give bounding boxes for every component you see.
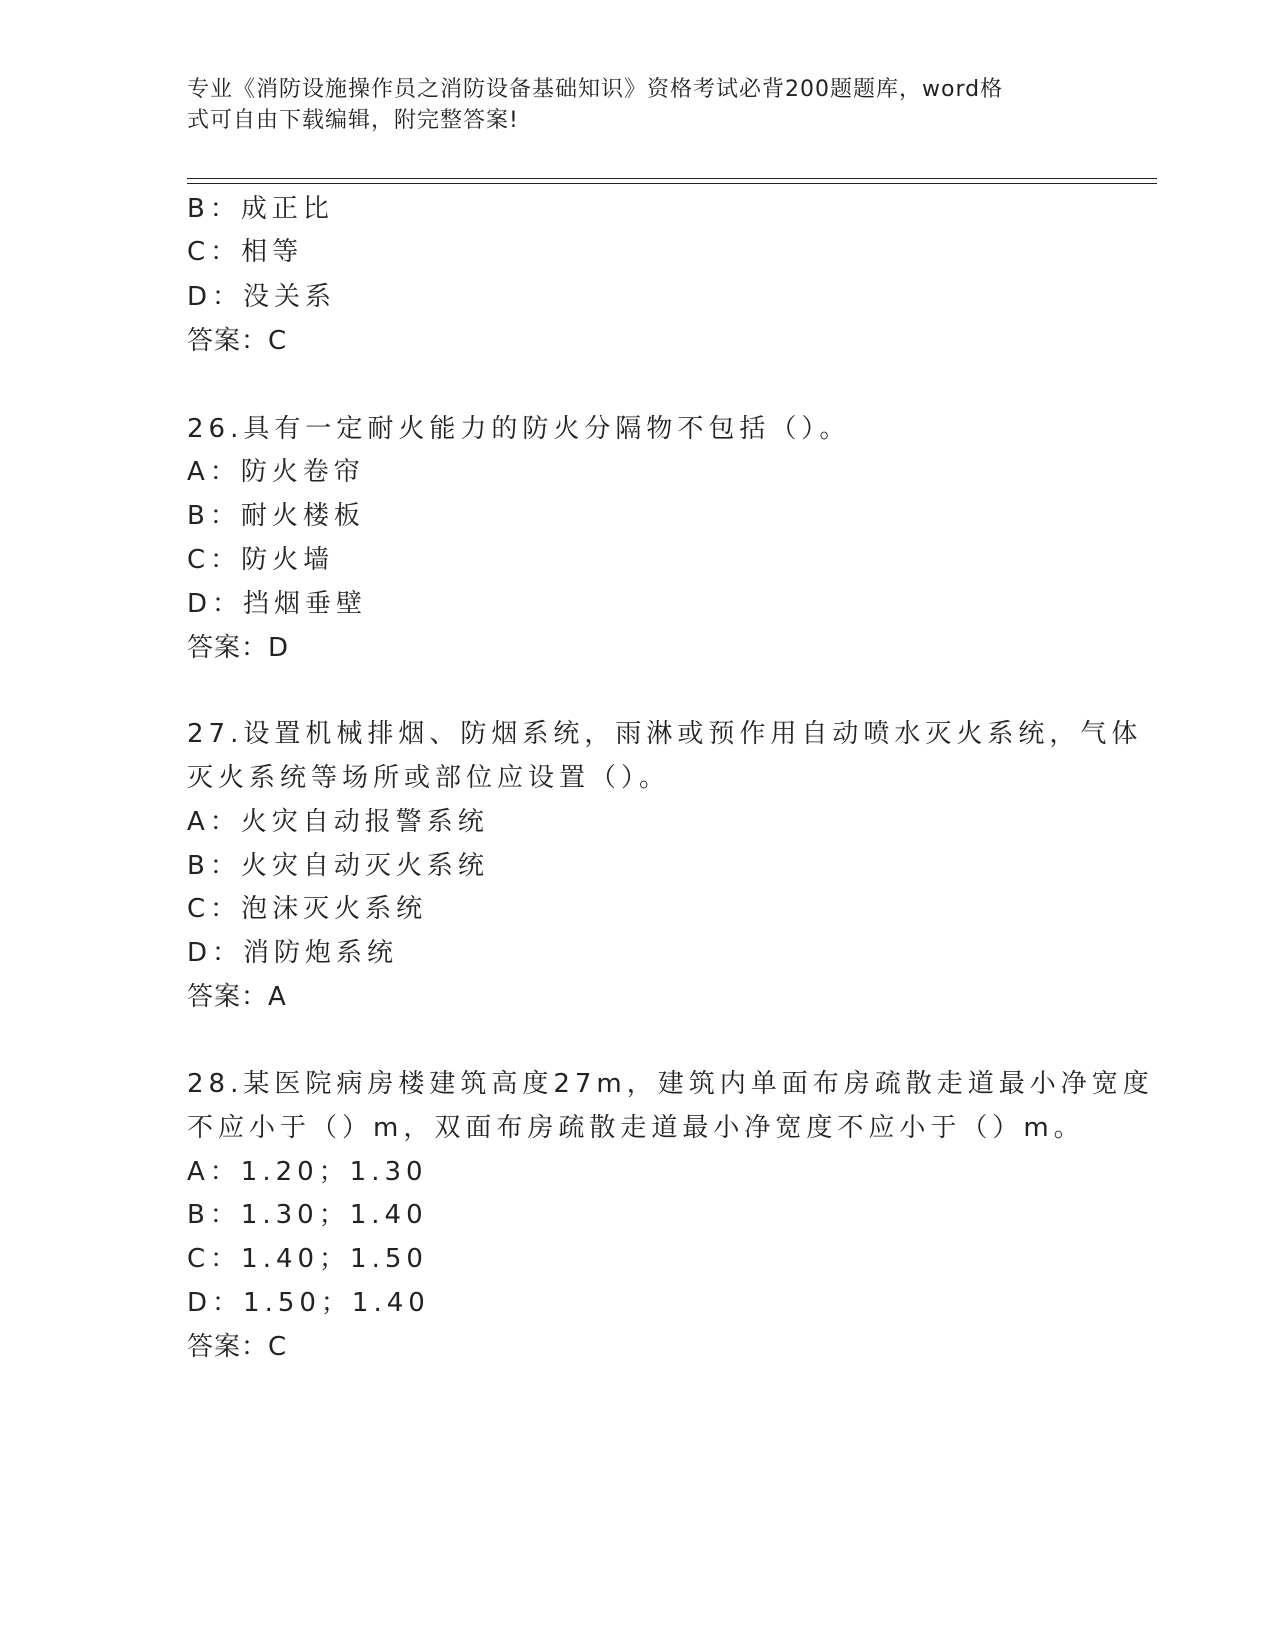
option-d: D：挡烟垂壁: [187, 589, 368, 619]
option-d: D：没关系: [187, 282, 337, 312]
document-header: [187, 74, 1067, 136]
header-line-1: 专业《消防设施操作员之消防设备基础知识》资格考试必背200题题库，word格: [187, 77, 1004, 102]
option-d: D：消防炮系统: [187, 938, 399, 968]
header-divider-bottom: [187, 183, 1157, 184]
question-stem-continued: 不应小于（）m，双面布房疏散走道最小净宽度不应小于（）m。: [187, 1113, 1085, 1143]
option-c: C：相等: [187, 237, 304, 267]
option-c: C：1.40；1.50: [187, 1244, 428, 1274]
header-divider-top: [187, 178, 1157, 179]
header-line-2: 式可自由下载编辑，附完整答案!: [187, 108, 519, 133]
answer-line: 答案：C: [187, 1332, 288, 1362]
option-b: B：1.30；1.40: [187, 1200, 428, 1230]
answer-line: 答案：C: [187, 326, 288, 356]
question-stem: 27.设置机械排烟、防烟系统，雨淋或预作用自动喷水灭火系统，气体: [187, 719, 1143, 749]
question-stem: 28.某医院病房楼建筑高度27m，建筑内单面布房疏散走道最小净宽度: [187, 1069, 1154, 1099]
option-a: A：1.20；1.30: [187, 1157, 428, 1187]
answer-line: 答案：A: [187, 982, 287, 1012]
question-stem: 26.具有一定耐火能力的防火分隔物不包括（）。: [187, 414, 851, 444]
option-b: B：火灾自动灭火系统: [187, 851, 489, 881]
option-b: B：成正比: [187, 194, 334, 224]
answer-line: 答案：D: [187, 633, 290, 663]
question-stem-continued: 灭火系统等场所或部位应设置（）。: [187, 763, 671, 793]
option-c: C：泡沫灭火系统: [187, 894, 428, 924]
option-b: B：耐火楼板: [187, 501, 365, 531]
option-d: D：1.50；1.40: [187, 1288, 430, 1318]
option-a: A：火灾自动报警系统: [187, 807, 489, 837]
option-c: C：防火墙: [187, 545, 335, 575]
option-a: A：防火卷帘: [187, 457, 365, 487]
